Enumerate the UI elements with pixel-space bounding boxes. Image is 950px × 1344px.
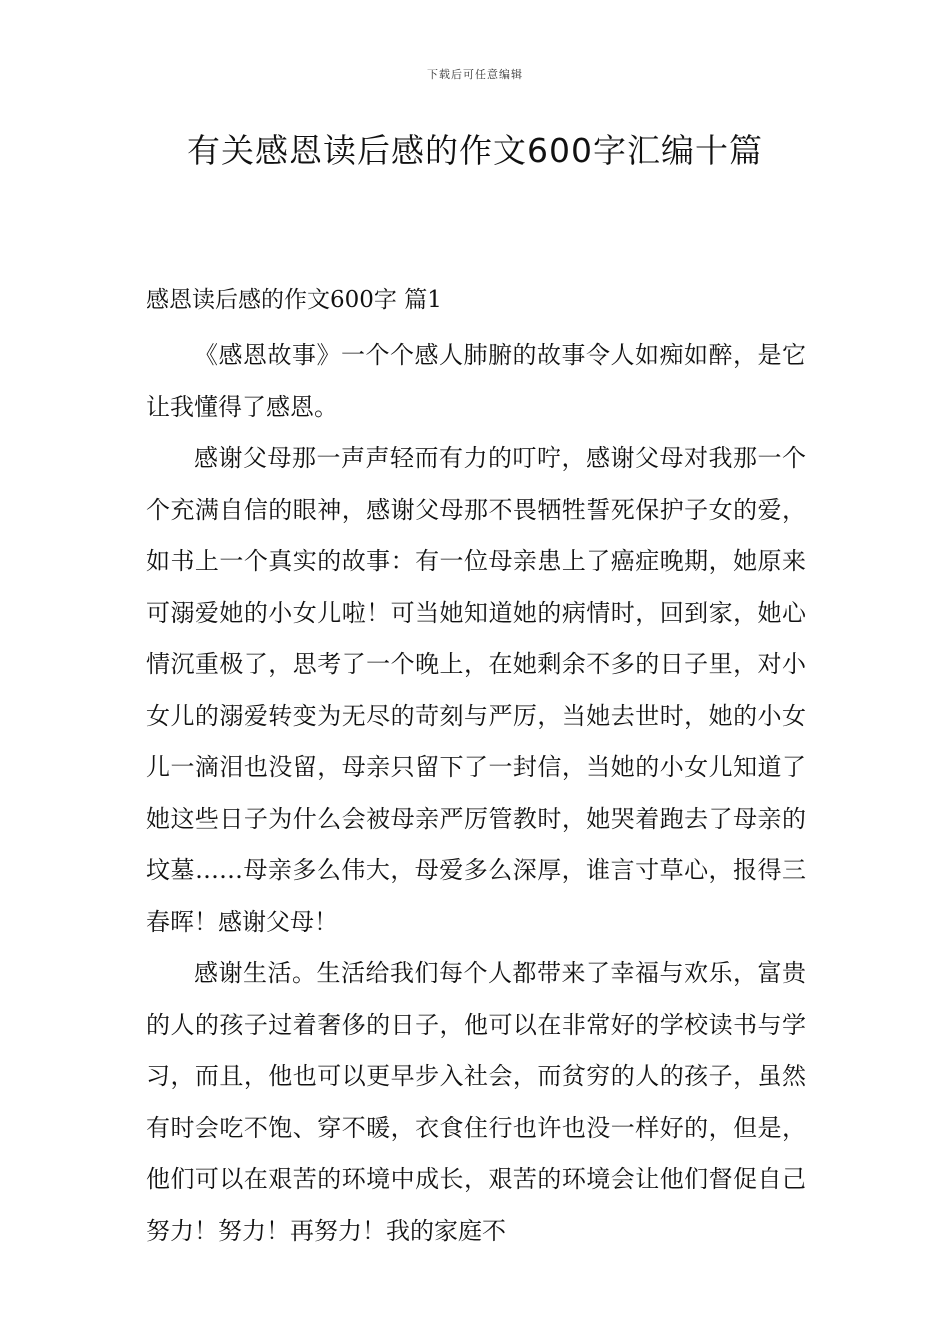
body-text xyxy=(146,330,806,1257)
document-title: 有关感恩读后感的作文600字汇编十篇 xyxy=(187,131,763,170)
header-note: 下载后可任意编辑 xyxy=(427,68,523,81)
section-heading: 感恩读后感的作文600字 篇1 xyxy=(146,287,442,313)
paragraph-1: 《感恩故事》一个个感人肺腑的故事令人如痴如醉，是它让我懂得了感恩。 xyxy=(146,341,806,421)
paragraph-3: 感谢生活。生活给我们每个人都带来了幸福与欢乐，富贵的人的孩子过着奢侈的日子，他可以在非常好的学校读书与学习，而且，他也可以更早步入社会，而贫穷的人的孩子，虽然有时会吃不饱、穿不暖，衣食住行也许也没一样好的，但是，他们可以在艰苦的环境中成长，艰苦的环境会让他们督促自己努力！努力！再努力！我的家庭不 xyxy=(146,959,806,1245)
paragraph-2: 感谢父母那一声声轻而有力的叮咛，感谢父母对我那一个个充满自信的眼神，感谢父母那不畏牺牲誓死保护子女的爱，如书上一个真实的故事：有一位母亲患上了癌症晚期，她原来可溺爱她的小女儿啦！可当她知道她的病情时，回到家，她心情沉重极了，思考了一个晚上，在她剩余不多的日子里，对小女儿的溺爱转变为无尽的苛刻与严厉，当她去世时，她的小女儿一滴泪也没留，母亲只留下了一封信，当她的小女儿知道了她这些日子为什么会被母亲严厉管教时，她哭着跑去了母亲的坟墓……母亲多么伟大，母爱多么深厚，谁言寸草心，报得三春晖！感谢父母！ xyxy=(146,444,806,936)
